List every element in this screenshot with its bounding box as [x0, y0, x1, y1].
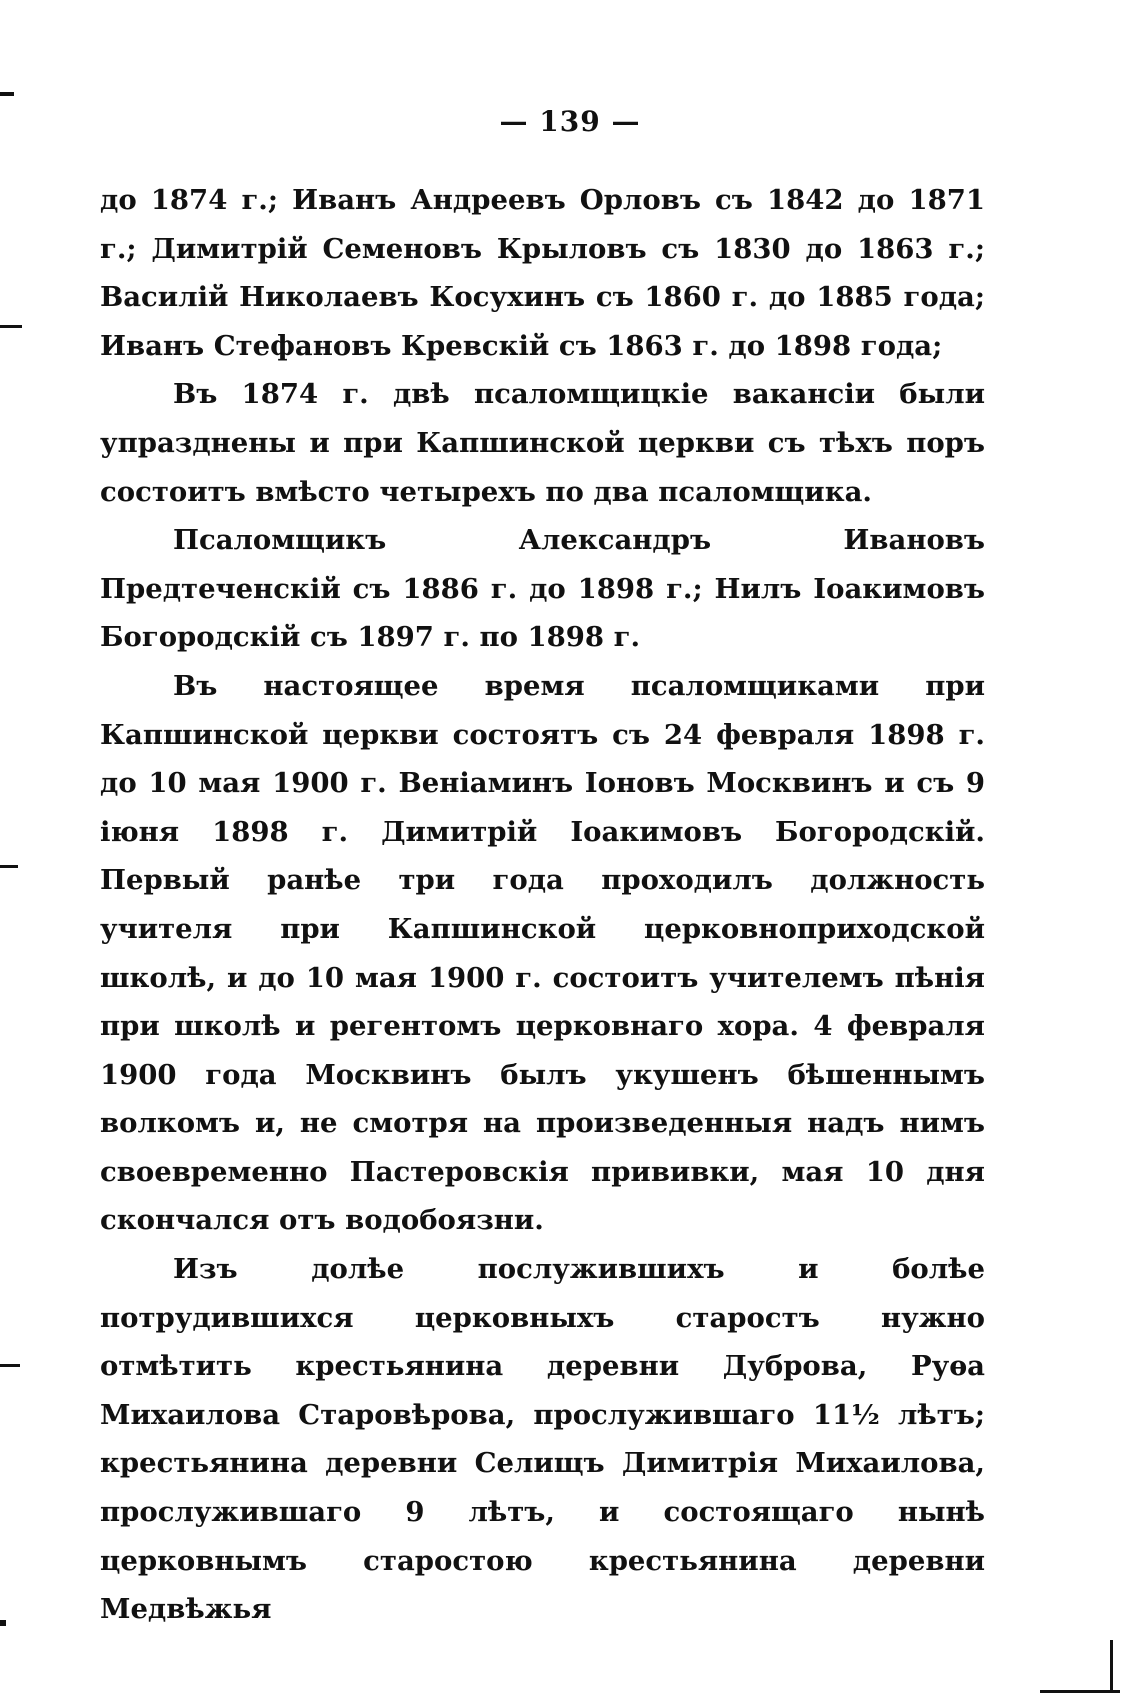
paragraph: Псаломщикъ Александръ Ивановъ Предтеченскій съ 1886 г. до 1898 г.; Нилъ Іоакимовъ Богородскій съ 1897 г. по 1898 г.: [100, 524, 985, 654]
scan-mark: [1040, 1690, 1120, 1693]
scan-mark: [0, 325, 22, 328]
paragraph: Изъ долѣе послужившихъ и болѣе потрудившихся церковныхъ старостъ нужно отмѣтить крестьянина деревни Дуброва, Руѳа Михаилова Старовѣрова, прослужившаго 11½ лѣтъ; крестьянина деревни Селищъ Димитрія Михаилова, прослужившаго 9 лѣтъ, и состоящаго нынѣ церковнымъ старостою крестьянина деревни Медвѣжья: [100, 1253, 985, 1626]
paragraph: Въ 1874 г. двѣ псаломщицкіе вакансіи были упразднены и при Капшинской церкви съ тѣхъ поръ состоитъ вмѣсто четырехъ по два псаломщика.: [100, 378, 985, 508]
scan-mark: [0, 865, 18, 868]
scan-mark: [0, 92, 14, 96]
page-number: — 139 —: [499, 105, 641, 138]
body-text: [100, 176, 985, 1634]
paragraph: Въ настоящее время псаломщиками при Капшинской церкви состоятъ съ 24 февраля 1898 г. до 10 мая 1900 г. Веніаминъ Іоновъ Москвинъ и съ 9 іюня 1898 г. Димитрій Іоакимовъ Богородскій. Первый ранѣе три года проходилъ должность учителя при Капшинской церковноприходской школѣ, и до 10 мая 1900 г. состоитъ учителемъ пѣнія при школѣ и регентомъ церковнаго хора. 4 февраля 1900 года Москвинъ былъ укушенъ бѣшеннымъ волкомъ и, не смотря на произведенныя надъ нимъ своевременно Пастеровскія прививки, мая 10 дня скончался отъ водобоязни.: [100, 669, 985, 1237]
scan-mark: [1110, 1640, 1113, 1692]
scan-mark: [0, 1620, 6, 1626]
scan-mark: [0, 1364, 20, 1367]
paragraph-continuation: до 1874 г.; Иванъ Андреевъ Орловъ съ 1842 до 1871 г.; Димитрій Семеновъ Крыловъ съ 1830 до 1863 г.; Василій Николаевъ Косухинъ съ 1860 г. до 1885 года; Иванъ Стефановъ Кревскій съ 1863 г. до 1898 года;: [100, 184, 985, 362]
